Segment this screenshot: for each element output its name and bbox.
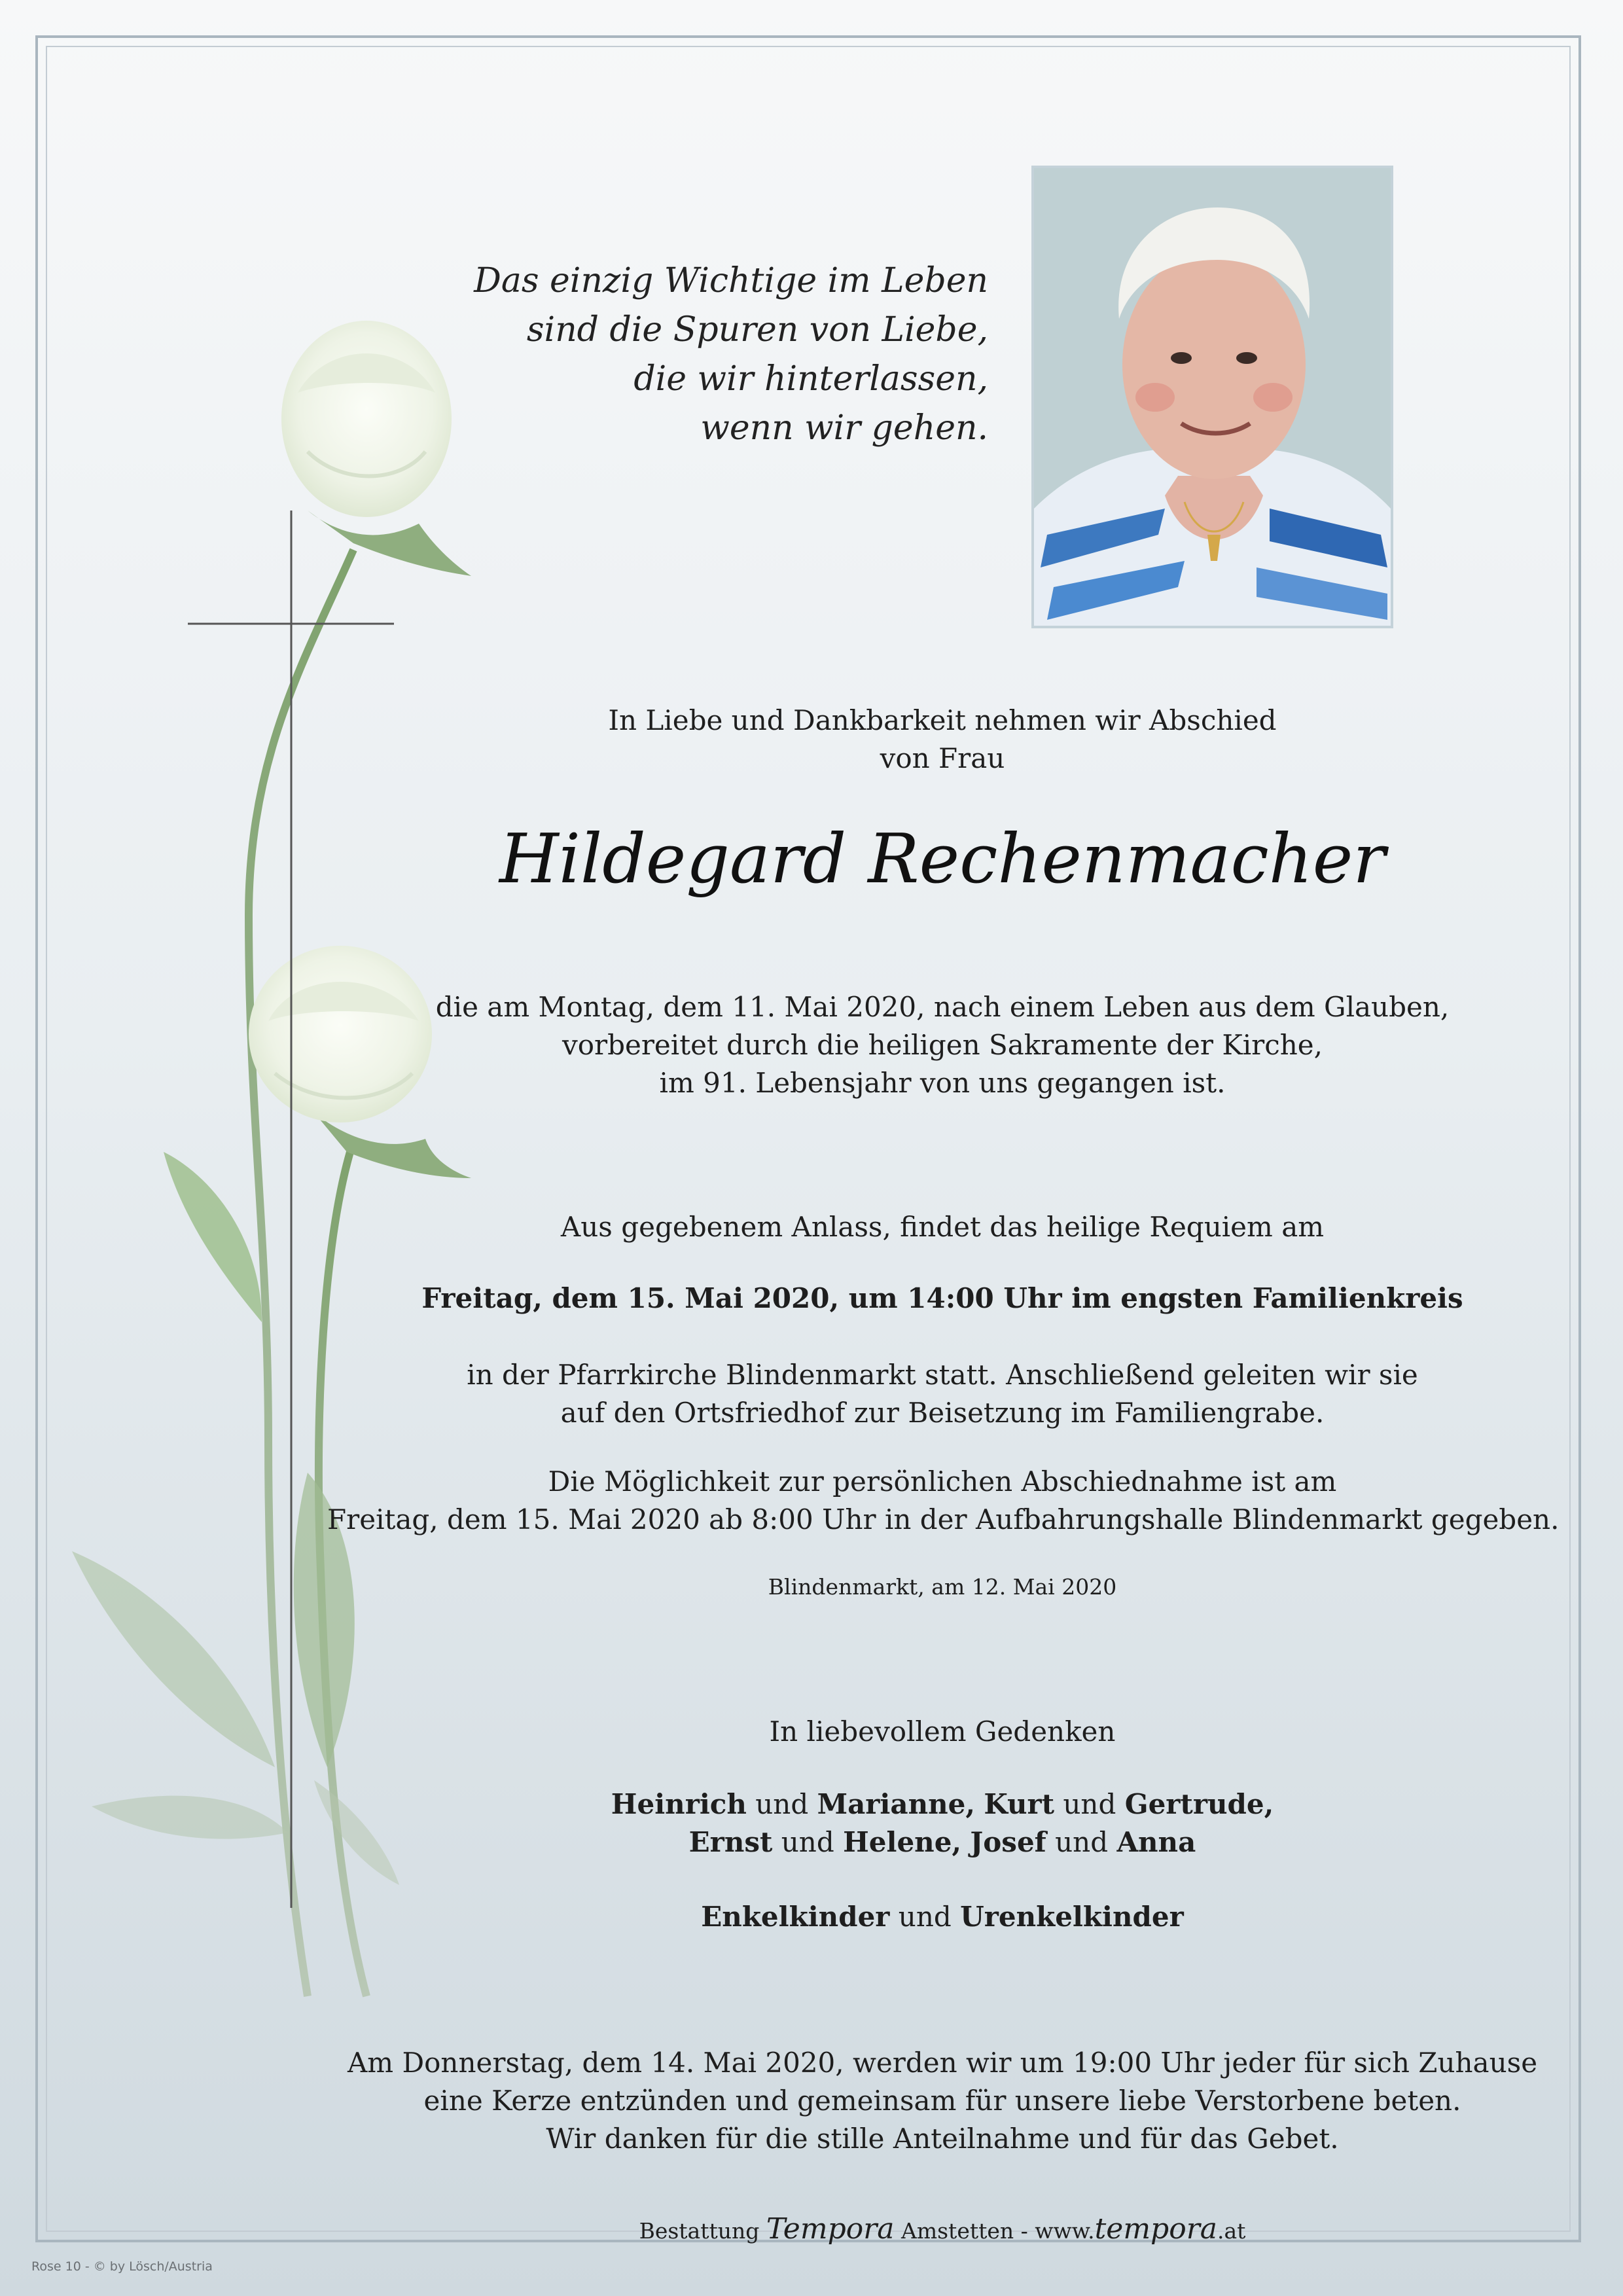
death-notice-line: die am Montag, dem 11. Mai 2020, nach einem Leben aus dem Glauben, bbox=[435, 991, 1450, 1023]
rose-sepal bbox=[308, 511, 471, 576]
farewell-line: Freitag, dem 15. Mai 2020 ab 8:00 Uhr in der Aufbahrungshalle Blindenmarkt gegeben. bbox=[327, 1503, 1560, 1535]
portrait-photo bbox=[1031, 166, 1393, 628]
requiem-place-line: auf den Ortsfriedhof zur Beisetzung im Familiengrabe. bbox=[560, 1397, 1325, 1429]
mourner-connector: und bbox=[746, 1788, 817, 1820]
leaf bbox=[72, 1551, 275, 1767]
mourner-name: Urenkelkinder bbox=[960, 1901, 1184, 1933]
requiem-place-line: in der Pfarrkirche Blindenmarkt statt. Anschließend geleiten wir sie bbox=[467, 1359, 1418, 1391]
quote-line: Das einzig Wichtige im Leben bbox=[474, 261, 988, 300]
requiem-date: Freitag, dem 15. Mai 2020, um 14:00 Uhr im engsten Familienkreis bbox=[421, 1282, 1463, 1314]
requiem-place bbox=[327, 1356, 1558, 1432]
death-notice-line: vorbereitet durch die heiligen Sakramente der Kirche, bbox=[562, 1029, 1323, 1061]
candle-note bbox=[327, 2044, 1558, 2158]
mourner-name: Helene, bbox=[843, 1826, 962, 1858]
funeral-home-footer bbox=[458, 2214, 1427, 2246]
footer-middle: Amstetten - www. bbox=[901, 2218, 1095, 2244]
candle-note-line: Am Donnerstag, dem 14. Mai 2020, werden wir um 19:00 Uhr jeder für sich Zuhause bbox=[347, 2047, 1538, 2079]
mourner-name: Ernst bbox=[688, 1826, 773, 1858]
mourner-name: Gertrude, bbox=[1124, 1788, 1274, 1820]
memorial-quote bbox=[406, 257, 988, 453]
footer-brand: Tempora bbox=[766, 2212, 895, 2246]
intro-line: von Frau bbox=[880, 742, 1005, 774]
copyright-note: Rose 10 - © by Lösch/Austria bbox=[31, 2259, 213, 2274]
leaf bbox=[164, 1152, 262, 1322]
mourner-connector: und bbox=[1054, 1788, 1125, 1820]
rose-sepal bbox=[314, 1113, 471, 1178]
mourners-row bbox=[327, 1898, 1558, 1936]
farewell-notice bbox=[327, 1463, 1558, 1539]
deceased-name: Hildegard Rechenmacher bbox=[499, 819, 1385, 899]
footer-prefix: Bestattung bbox=[639, 2218, 760, 2244]
mourners-heading: In liebevollem Gedenken bbox=[769, 1715, 1116, 1748]
quote-line: die wir hinterlassen, bbox=[633, 359, 988, 399]
candle-note-line: Wir danken für die stille Anteilnahme und für das Gebet. bbox=[546, 2123, 1339, 2155]
footer-suffix: .at bbox=[1217, 2218, 1246, 2244]
mourner-connector bbox=[961, 1826, 970, 1858]
intro-text bbox=[327, 702, 1558, 778]
mourner-name: Enkelkinder bbox=[701, 1901, 890, 1933]
leaf bbox=[92, 1796, 288, 1839]
mourner-connector: und bbox=[772, 1826, 844, 1858]
mourner-connector: und bbox=[1046, 1826, 1117, 1858]
portrait-illustration bbox=[1034, 168, 1391, 626]
mourner-name: Marianne, bbox=[817, 1788, 975, 1820]
farewell-line: Die Möglichkeit zur persönlichen Abschiednahme ist am bbox=[548, 1465, 1337, 1498]
candle-note-line: eine Kerze entzünden und gemeinsam für unsere liebe Verstorbene beten. bbox=[423, 2085, 1461, 2117]
mourners-row bbox=[327, 1823, 1558, 1861]
death-notice-line: im 91. Lebensjahr von uns gegangen ist. bbox=[659, 1067, 1226, 1099]
footer-brand-url: tempora bbox=[1094, 2212, 1217, 2246]
mourner-name: Heinrich bbox=[611, 1788, 747, 1820]
quote-line: sind die Spuren von Liebe, bbox=[526, 310, 988, 350]
mourner-name: Josef bbox=[970, 1826, 1046, 1858]
mourner-name: Anna bbox=[1116, 1826, 1196, 1858]
quote-line: wenn wir gehen. bbox=[700, 408, 988, 448]
requiem-intro: Aus gegebenem Anlass, findet das heilige Requiem am bbox=[560, 1211, 1325, 1243]
place-date: Blindenmarkt, am 12. Mai 2020 bbox=[768, 1574, 1117, 1600]
death-notice bbox=[327, 988, 1558, 1102]
intro-line: In Liebe und Dankbarkeit nehmen wir Abschied bbox=[608, 704, 1277, 736]
mourner-connector bbox=[975, 1788, 984, 1820]
mourner-name: Kurt bbox=[984, 1788, 1055, 1820]
mourners-row bbox=[327, 1785, 1558, 1823]
mourner-connector: und bbox=[889, 1901, 961, 1933]
